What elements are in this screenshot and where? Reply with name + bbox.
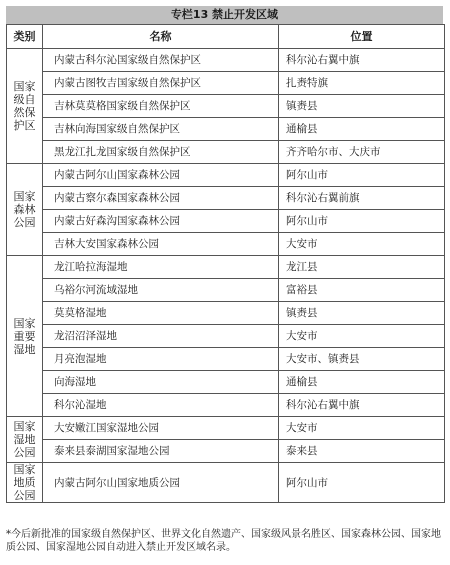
table-row <box>7 210 445 233</box>
table-row <box>7 118 445 141</box>
name-cell: 泰来县泰湖国家湿地公园 <box>43 440 279 463</box>
location-cell: 富裕县 <box>279 279 445 302</box>
location-cell: 大安市 <box>279 233 445 256</box>
table-title: 专栏13 禁止开发区域 <box>6 6 443 24</box>
table-row <box>7 49 445 72</box>
name-cell: 乌裕尔河流域湿地 <box>43 279 279 302</box>
name-cell: 科尔沁湿地 <box>43 394 279 417</box>
header-category: 类别 <box>7 25 43 49</box>
table-row <box>7 302 445 325</box>
table-row <box>7 95 445 118</box>
name-cell: 龙沼沼泽湿地 <box>43 325 279 348</box>
location-cell: 齐齐哈尔市、大庆市 <box>279 141 445 164</box>
location-cell: 扎赉特旗 <box>279 72 445 95</box>
table-row <box>7 233 445 256</box>
location-cell: 科尔沁右翼中旗 <box>279 394 445 417</box>
table-body <box>7 49 445 503</box>
table-row <box>7 371 445 394</box>
name-cell: 内蒙古好森沟国家森林公园 <box>43 210 279 233</box>
location-cell: 通榆县 <box>279 118 445 141</box>
name-cell: 吉林向海国家级自然保护区 <box>43 118 279 141</box>
name-cell: 月亮泡湿地 <box>43 348 279 371</box>
name-cell: 内蒙古阿尔山国家地质公园 <box>43 463 279 503</box>
table-row <box>7 141 445 164</box>
category-cell: 国家森林公园 <box>7 164 43 256</box>
name-cell: 吉林大安国家森林公园 <box>43 233 279 256</box>
table-row <box>7 256 445 279</box>
location-cell: 镇赉县 <box>279 95 445 118</box>
name-cell: 莫莫格湿地 <box>43 302 279 325</box>
header-name: 名称 <box>43 25 279 49</box>
name-cell: 内蒙古图牧吉国家级自然保护区 <box>43 72 279 95</box>
location-cell: 大安市、镇赉县 <box>279 348 445 371</box>
name-cell: 内蒙古科尔沁国家级自然保护区 <box>43 49 279 72</box>
name-cell: 向海湿地 <box>43 371 279 394</box>
name-cell: 黑龙江扎龙国家级自然保护区 <box>43 141 279 164</box>
location-cell: 泰来县 <box>279 440 445 463</box>
name-cell: 吉林莫莫格国家级自然保护区 <box>43 95 279 118</box>
table-row <box>7 187 445 210</box>
table-row <box>7 394 445 417</box>
location-cell: 大安市 <box>279 325 445 348</box>
table-row <box>7 348 445 371</box>
table-row <box>7 440 445 463</box>
table-row <box>7 164 445 187</box>
category-cell: 国家级自然保护区 <box>7 49 43 164</box>
category-cell: 国家湿地公园 <box>7 417 43 463</box>
header-location: 位置 <box>279 25 445 49</box>
name-cell: 内蒙古阿尔山国家森林公园 <box>43 164 279 187</box>
location-cell: 阿尔山市 <box>279 164 445 187</box>
category-cell: 国家重要湿地 <box>7 256 43 417</box>
table-row <box>7 279 445 302</box>
location-cell: 镇赉县 <box>279 302 445 325</box>
name-cell: 龙江哈拉海湿地 <box>43 256 279 279</box>
location-cell: 阿尔山市 <box>279 463 445 503</box>
name-cell: 内蒙古察尔森国家森林公园 <box>43 187 279 210</box>
location-cell: 龙江县 <box>279 256 445 279</box>
name-cell: 大安嫩江国家湿地公园 <box>43 417 279 440</box>
table-row <box>7 325 445 348</box>
prohibited-zones-table <box>6 24 445 503</box>
table-row <box>7 72 445 95</box>
header-row <box>7 25 445 49</box>
location-cell: 科尔沁右翼中旗 <box>279 49 445 72</box>
location-cell: 科尔沁右翼前旗 <box>279 187 445 210</box>
location-cell: 通榆县 <box>279 371 445 394</box>
location-cell: 阿尔山市 <box>279 210 445 233</box>
location-cell: 大安市 <box>279 417 445 440</box>
footnote: *今后新批准的国家级自然保护区、世界文化自然遗产、国家级风景名胜区、国家森林公园、国家地质公园、国家湿地公园自动进入禁止开发区域名录。 <box>6 529 441 553</box>
table-row <box>7 417 445 440</box>
table-row <box>7 463 445 503</box>
category-cell: 国家地质公园 <box>7 463 43 503</box>
